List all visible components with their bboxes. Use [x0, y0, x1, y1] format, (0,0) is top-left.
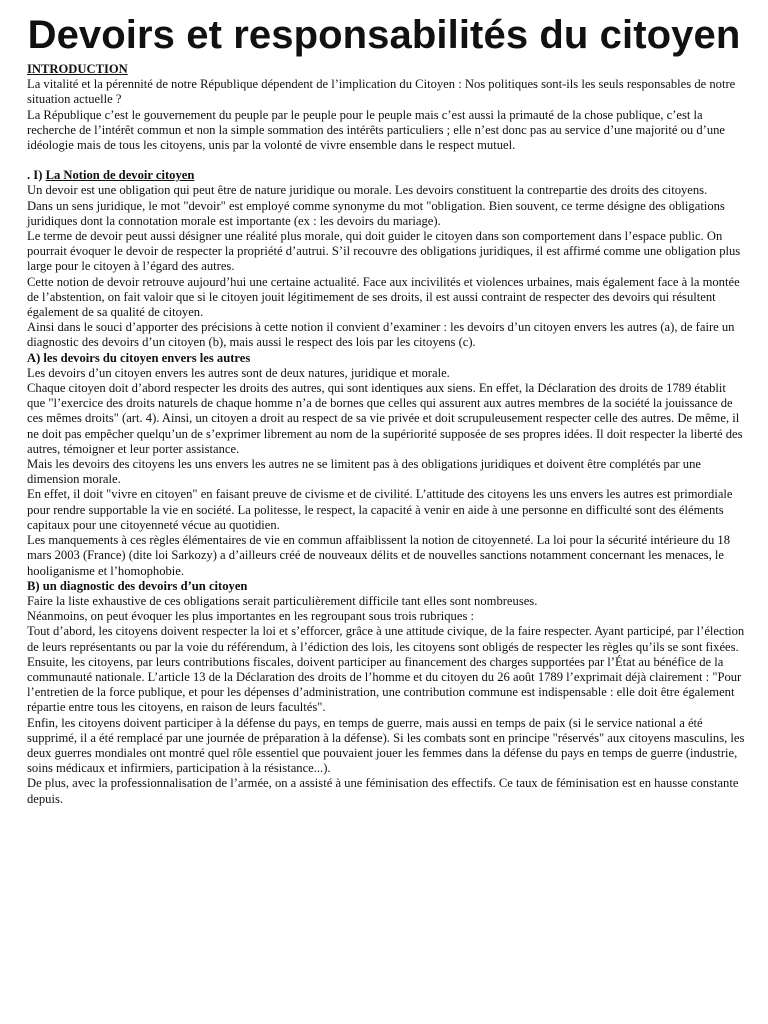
paragraph: De plus, avec la professionnalisation de l’armée, on a assisté à une féminisation des effectifs. Ce taux de féminisation est en hausse constante depuis.	[27, 776, 739, 806]
paragraph: La République c’est le gouvernement du peuple par le peuple pour le peuple mais c’est aussi la primauté de la chose publique, c’est la recherche de l’intérêt commun et non la simple sommation des intérêts particuliers ; elle n’est donc pas au service d’une majorité ou d’une idéologie mais de tous les citoyens, unis par la volonté de vivre ensemble dans le respect mutuel.	[27, 107, 726, 153]
section-1-heading	[27, 168, 745, 183]
paragraph: Néanmoins, on peut évoquer les plus importantes en les regroupant sous trois rubriques :	[27, 609, 474, 624]
section-1-title: La Notion de devoir citoyen	[45, 168, 195, 183]
paragraph: Les manquements à ces règles élémentaires de vie en commun affaiblissent la notion de citoyenneté. La loi pour la sécurité intérieure du 18 mars 2003 (France) (dite loi Sarkozy) a d’ailleurs créé de nouveaux délits et de nouvelles sanctions notamment concernant les menaces, le hooliganisme et l’homophobie.	[27, 533, 731, 578]
paragraph: Ainsi dans le souci d’apporter des précisions à cette notion il convient d’examiner : les devoirs d’un citoyen envers les autres (a), de faire un diagnostic des devoirs d’un citoyen (b), mais aussi le respect des lois par les citoyens (c).	[27, 320, 735, 350]
introduction-heading: INTRODUCTION	[27, 62, 128, 76]
paragraph: Ensuite, les citoyens, par leurs contributions fiscales, doivent participer au financement des charges supportées par l’État au bénéfice de la communauté nationale. L’article 13 de la Déclaration des droits de l’homme et du citoyen du 26 août 1789 l’exprimait déjà clairement : "Pour l’entretien de la force publique, et pour les dépenses d’administration, une contribution commune est indispensable : elle doit être également répartie entre tous les citoyens, en raison de leurs facultés".	[27, 654, 742, 715]
paragraph: Le terme de devoir peut aussi désigner une réalité plus morale, qui doit guider le citoyen dans son comportement dans l’espace public. On pourrait évoquer le devoir de respecter la propriété d’autrui. S’il recouvre des obligations juridiques, il est affirmé comme une obligation plus large pour le citoyen à l’égard des autres.	[27, 229, 741, 274]
section-b-heading: B) un diagnostic des devoirs d’un citoyen	[27, 578, 248, 593]
paragraph: Cette notion de devoir retrouve aujourd’hui une certaine actualité. Face aux incivilités et violences urbaines, mais également face à la montée de l’abstention, on fait valoir que si le citoyen jouit légitimement de ses droits, il est aussi contraint de respecter des devoirs qui résultent également de sa qualité de citoyen.	[27, 274, 740, 320]
paragraph: En effet, il doit "vivre en citoyen" en faisant preuve de civisme et de civilité. L’attitude des citoyens les uns envers les autres est primordiale pour rendre supportable la vie en société. La politesse, le respect, la capacité à venir en aide à une personne en difficulté sont des éléments capitaux pour une citoyenneté vécue au quotidien.	[27, 487, 733, 532]
paragraph: Chaque citoyen doit d’abord respecter les droits des autres, qui sont identiques aux siens. En effet, la Déclaration des droits de 1789 établit que "l’exercice des droits naturels de chaque homme n’a de bornes que celles qui assurent aux autres membres de la société la jouissance de ces mêmes droits" (art. 4). Ainsi, un citoyen a droit au respect de sa vie privée et doit scrupuleusement respecter celle des autres. De même, il ne doit pas empêcher quelqu’un de s’exprimer librement au nom de la supériorité supposée de ses propres idées. Il doit respecter la liberté des autres, témoigner et leur porter assistance.	[27, 381, 743, 456]
paragraph: Dans un sens juridique, le mot "devoir" est employé comme synonyme du mot "obligation. Bien souvent, ce terme désigne des obligations juridiques dont la connotation morale est importante (ex : les devoirs du mariage).	[27, 198, 725, 228]
paragraph: Tout d’abord, les citoyens doivent respecter la loi et s’efforcer, grâce à une attitude civique, de la faire respecter. Ayant participé, par l’élection de leurs représentants ou par la voie du référendum, à l’édiction des lois, les citoyens sont obligés de respecter les règles qu’ils se sont fixées.	[27, 624, 745, 654]
paragraph: Faire la liste exhaustive de ces obligations serait particulièrement difficile tant elles sont nombreuses.	[27, 593, 538, 608]
paragraph: Enfin, les citoyens doivent participer à la défense du pays, en temps de guerre, mais aussi en temps de paix (si le service national a été supprimé, il a été remplacé par une journée de préparation à la défense). Si les combats sont en principe "réservés" aux citoyens masculins, les deux guerres mondiales ont montré quel rôle essentiel que pouvaient jouer les femmes dans la défense du pays en temps de guerre (industrie, soins médicaux et infirmiers, participation à la résistance...).	[27, 715, 745, 776]
section-1-prefix: . I)	[27, 168, 43, 183]
paragraph-spacer	[27, 153, 745, 168]
paragraph: Mais les devoirs des citoyens les uns envers les autres ne se limitent pas à des obligations juridiques et doivent être complétés par une dimension morale.	[27, 457, 701, 487]
document-title: Devoirs et responsabilités du citoyen	[27, 13, 741, 57]
paragraph: Les devoirs d’un citoyen envers les autres sont de deux natures, juridique et morale.	[27, 365, 450, 380]
paragraph: Un devoir est une obligation qui peut être de nature juridique ou morale. Les devoirs constituent la contrepartie des droits des citoyens.	[27, 183, 708, 198]
section-a-heading: A) les devoirs du citoyen envers les autres	[27, 350, 251, 365]
document-body	[27, 62, 745, 807]
paragraph: La vitalité et la pérennité de notre République dépendent de l’implication du Citoyen : Nos politiques sont-ils les seuls responsables de notre situation actuelle ?	[27, 77, 736, 107]
